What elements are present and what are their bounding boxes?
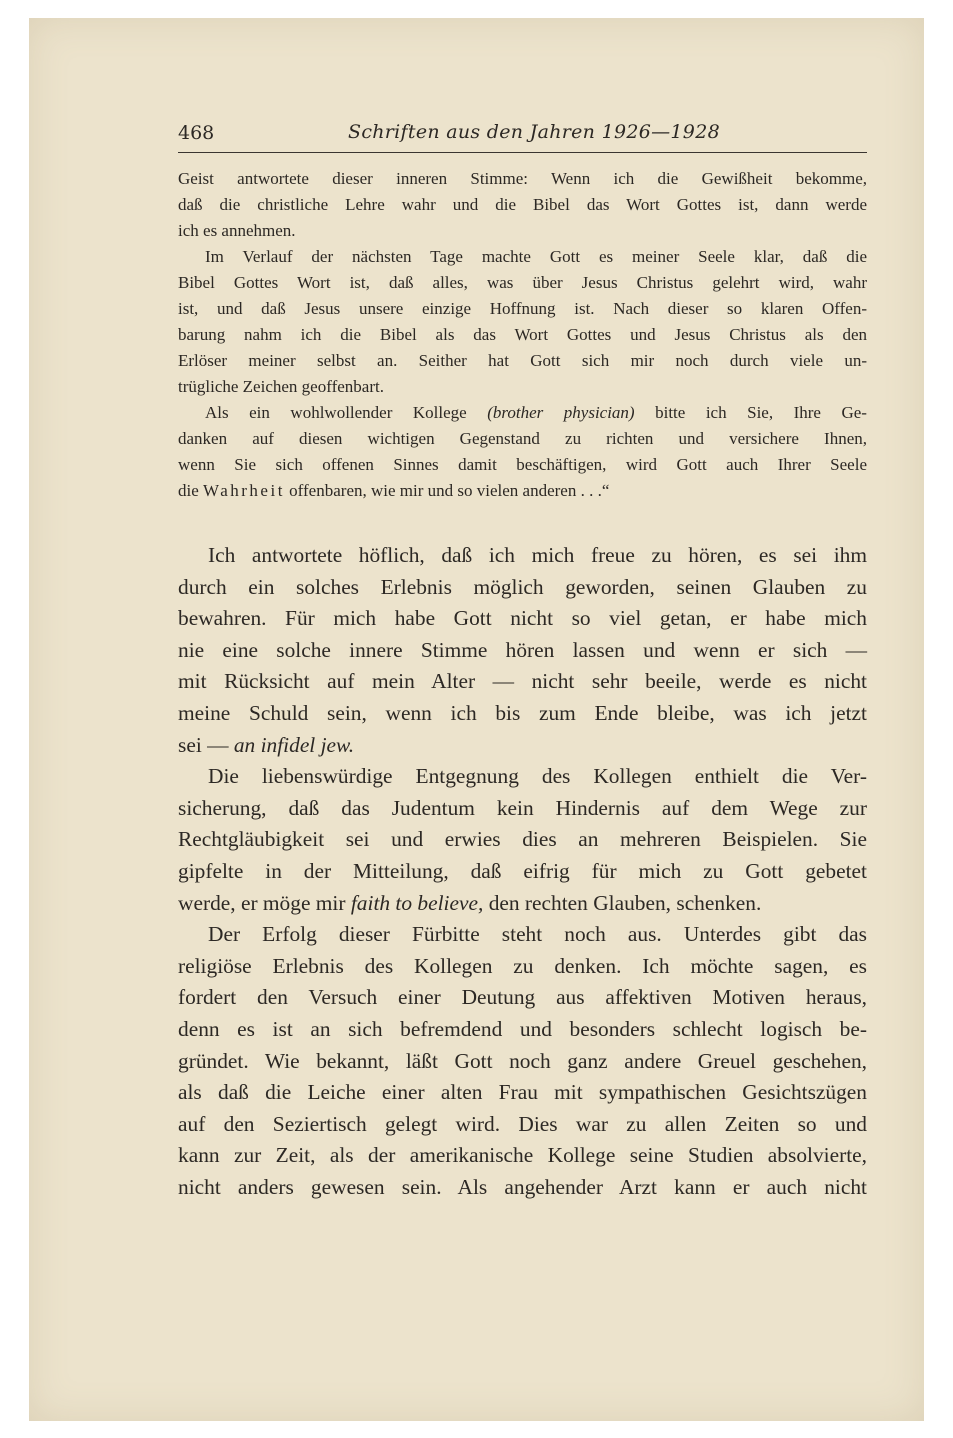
body-emphasis: faith to believe, — [350, 890, 484, 915]
main-text — [178, 540, 867, 1203]
quote-emphasis: (brother physician) — [487, 403, 635, 422]
body-line: meine Schuld sein, wenn ich bis zum Ende bleibe, was ich jetzt — [178, 700, 867, 725]
quote-line: wenn Sie sich offenen Sinnes damit beschäftigen, wird Gott auch Ihrer Seele — [178, 455, 867, 474]
body-line: religiöse Erlebnis des Kollegen zu denken. Ich möchte sagen, es — [178, 953, 867, 978]
body-line: Der Erfolg dieser Fürbitte steht noch aus. Unterdes gibt das — [208, 922, 867, 947]
body-line: Die liebenswürdige Entgegnung des Kollegen enthielt die Ver- — [208, 764, 867, 789]
quote-line — [178, 478, 867, 504]
body-line: gipfelte in der Mitteilung, daß eifrig für mich zu Gott gebetet — [178, 858, 867, 883]
quote-text: Als ein wohlwollender Kollege — [205, 403, 467, 422]
quote-text: bitte ich Sie, Ihre Ge- — [655, 403, 867, 422]
body-line: fordert den Versuch einer Deutung aus affektiven Motiven heraus, — [178, 985, 867, 1010]
body-line: als daß die Leiche einer alten Frau mit sympathischen Gesichtszügen — [178, 1080, 867, 1105]
body-line: gründet. Wie bekannt, läßt Gott noch ganz andere Greuel geschehen, — [178, 1048, 867, 1073]
quote-line: ich es annehmen. — [178, 221, 296, 240]
body-text: den rechten Glauben, schenken. — [488, 890, 762, 915]
quote-line: ist, und daß Jesus unsere einzige Hoffnung ist. Nach dieser so klaren Offen- — [178, 299, 867, 318]
quote-line: danken auf diesen wichtigen Gegenstand zu richten und versichere Ihnen, — [178, 429, 867, 448]
body-line: auf den Seziertisch gelegt wird. Dies war zu allen Zeiten so und — [178, 1111, 867, 1136]
quote-line: Geist antwortete dieser inneren Stimme: Wenn ich die Gewißheit bekomme, — [178, 169, 867, 188]
quote-spaced-word: Wahrheit — [203, 481, 285, 500]
quote-line: barung nahm ich die Bibel als das Wort Gottes und Jesus Christus als den — [178, 325, 867, 344]
body-line: sicherung, daß das Judentum kein Hindernis auf dem Wege zur — [178, 795, 867, 820]
quote-line — [178, 400, 867, 426]
quoted-letter — [178, 166, 867, 504]
quote-text: offenbaren, wie mir und so vielen anderen . . .“ — [289, 481, 610, 500]
quote-line: Bibel Gottes Wort ist, daß alles, was über Jesus Christus gelehrt wird, wahr — [178, 273, 867, 292]
body-line: mit Rücksicht auf mein Alter — nicht sehr beeile, werde es nicht — [178, 669, 867, 694]
body-text: werde, er möge mir — [178, 890, 346, 915]
quote-line: Im Verlauf der nächsten Tage machte Gott es meiner Seele klar, daß die — [205, 247, 867, 266]
body-text: sei — — [178, 732, 229, 757]
body-line: nicht anders gewesen sein. Als angehender Arzt kann er auch nicht — [178, 1174, 867, 1199]
body-emphasis: an infidel jew. — [233, 732, 355, 757]
body-line: durch ein solches Erlebnis möglich geworden, seinen Glauben zu — [178, 574, 867, 599]
page-number: 468 — [178, 122, 215, 144]
quote-line: Erlöser meiner selbst an. Seither hat Gott sich mir noch durch viele un- — [178, 351, 867, 370]
body-line — [178, 730, 867, 762]
quote-text: die — [178, 481, 199, 500]
body-line: kann zur Zeit, als der amerikanische Kollege seine Studien absolvierte, — [178, 1143, 867, 1168]
quote-line: trügliche Zeichen geoffenbart. — [178, 377, 384, 396]
body-line: nie eine solche innere Stimme hören lassen und wenn er sich — — [178, 637, 867, 662]
body-line: Rechtgläubigkeit sei und erwies dies an mehreren Beispielen. Sie — [178, 827, 867, 852]
body-line — [178, 888, 867, 920]
body-line: denn es ist an sich befremdend und besonders schlecht logisch be- — [178, 1016, 867, 1041]
running-title: Schriften aus den Jahren 1926—1928 — [348, 121, 720, 143]
body-line: Ich antwortete höflich, daß ich mich freue zu hören, es sei ihm — [208, 543, 867, 567]
running-header — [178, 122, 867, 153]
quote-line: daß die christliche Lehre wahr und die Bibel das Wort Gottes ist, dann werde — [178, 195, 867, 214]
body-line: bewahren. Für mich habe Gott nicht so viel getan, er habe mich — [178, 606, 867, 631]
